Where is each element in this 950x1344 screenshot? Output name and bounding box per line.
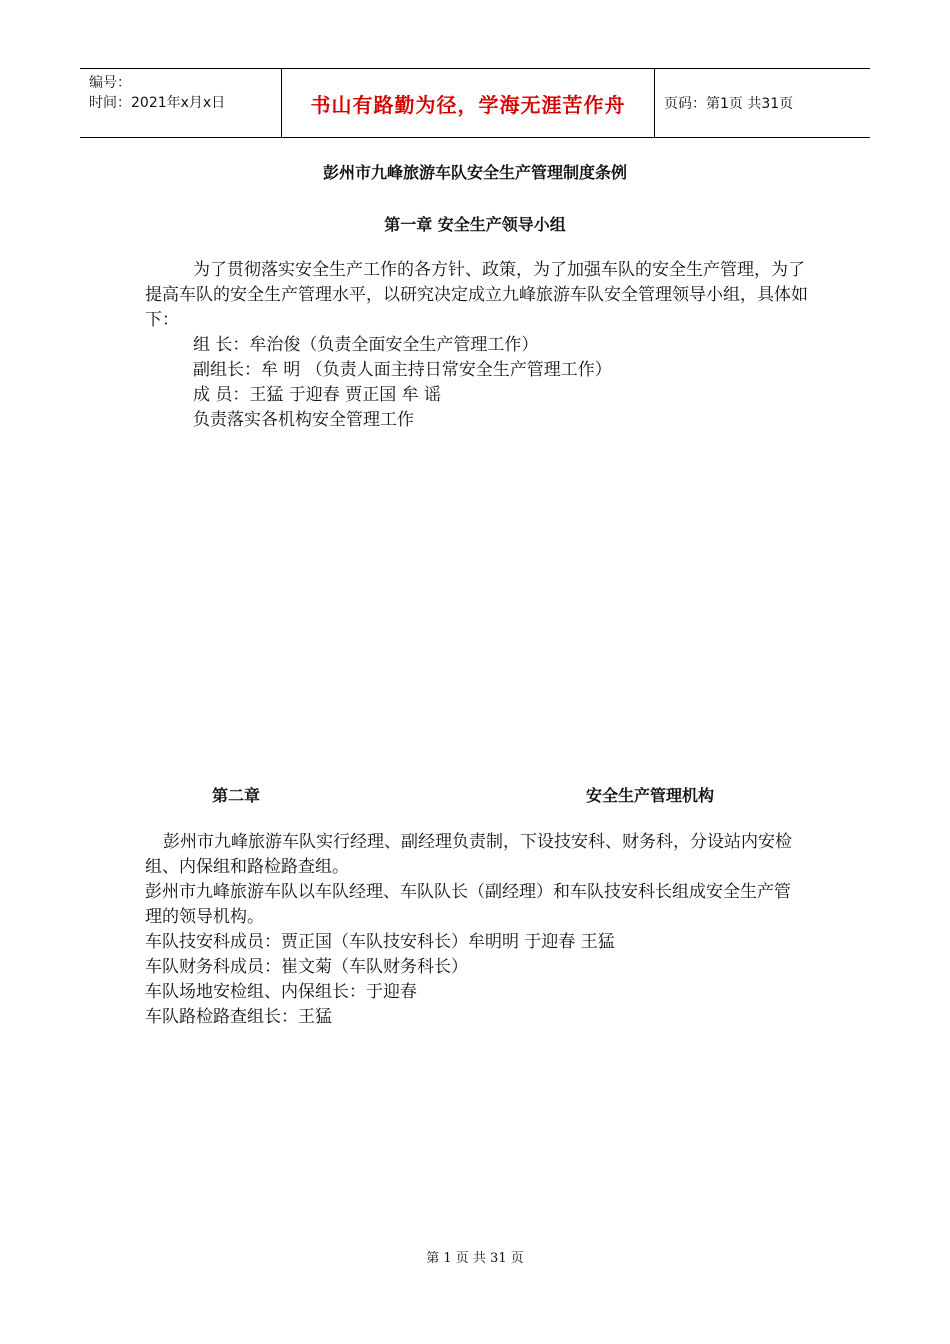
members-line: 成 员：王猛 于迎春 贾正国 牟 谣 [193,385,442,405]
document-title: 彭州市九峰旅游车队安全生产管理制度条例 [322,163,627,182]
number-label: 编号： [89,75,131,91]
chapter2-number: 第二章 [212,786,261,805]
time-label: 时间：2021年x月x日 [89,95,226,111]
chapter2-para2: 彭州市九峰旅游车队以车队经理、车队队长（副经理）和车队技安科长组成安全生产管理的领导机构。 [145,882,791,927]
page-footer: 第 1 页 共 31 页 [426,1251,524,1266]
chapter2-line4: 车队路检路查组长：王猛 [145,1007,332,1027]
leader-line: 组 长：牟治俊（负责全面安全生产管理工作） [193,335,539,355]
duty-line: 负责落实各机构安全管理工作 [193,410,414,430]
header-meta [80,69,281,137]
header-motto: 书山有路勤为径，学海无涯苦作舟 [281,69,655,137]
chapter2-para1: 彭州市九峰旅游车队实行经理、副经理负责制，下设技安科、财务科，分设站内安检组、内保组和路检路查组。 [145,832,792,877]
chapter2-line2: 车队财务科成员：崔文菊（车队财务科长） [145,957,468,977]
chapter1-body [145,258,815,433]
header-page-info: 页码：第1页 共31页 [664,96,794,112]
chapter2-title: 安全生产管理机构 [586,786,715,805]
chapter2-line3: 车队场地安检组、内保组长：于迎春 [145,982,417,1002]
chapter2-body [145,830,805,1030]
document-header [80,68,870,138]
deputy-line: 副组长：牟 明 （负责人面主持日常安全生产管理工作） [193,360,612,380]
chapter2-line1: 车队技安科成员：贾正国（车队技安科长）牟明明 于迎春 王猛 [145,932,615,952]
chapter1-heading: 第一章 安全生产领导小组 [384,215,566,234]
chapter1-intro: 为了贯彻落实安全生产工作的各方针、政策，为了加强车队的安全生产管理，为了提高车队的安全生产管理水平，以研究决定成立九峰旅游车队安全管理领导小组，具体如下： [145,260,808,330]
